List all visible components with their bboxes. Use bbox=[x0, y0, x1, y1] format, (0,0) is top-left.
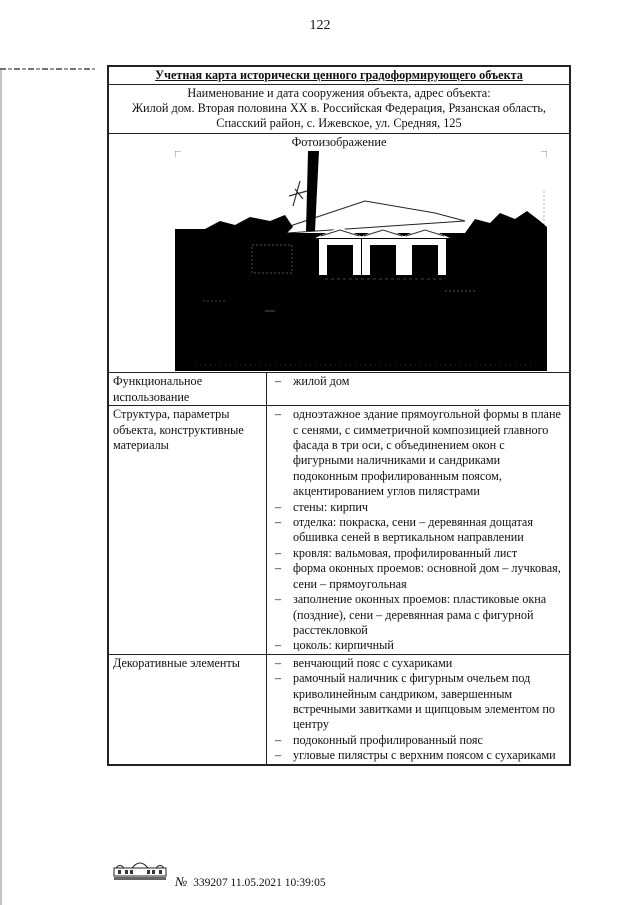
document-registration-stamp bbox=[175, 874, 326, 890]
list-item: – цоколь: кирпичный bbox=[275, 638, 566, 653]
object-header-line: Наименование и дата сооружения объекта, адрес объекта: bbox=[187, 86, 491, 101]
row-structure bbox=[109, 406, 570, 655]
row-label: Функциональное использование bbox=[109, 373, 267, 406]
scan-edge bbox=[0, 70, 2, 905]
doc-time: 10:39:05 bbox=[284, 877, 326, 889]
photo-label: Фотоизображение bbox=[291, 135, 387, 150]
row-content bbox=[267, 654, 570, 764]
row-label: Декоративные элементы bbox=[109, 654, 267, 764]
list-item: – подоконный профилированный пояс bbox=[275, 733, 566, 748]
list-item: – одноэтажное здание прямоугольной формы в плане с сенями, с симметричной композицией главного фасада в три оси, с объединением окон с фигурными наличниками и сандриками подоконным профилированным поясом, акцентированием углов пилястрами bbox=[275, 407, 566, 499]
row-functional-use bbox=[109, 373, 570, 406]
registration-card bbox=[107, 65, 571, 766]
number-mark: № bbox=[175, 874, 188, 889]
list-item: – рамочный наличник с фигурным очельем под криволинейным сандриком, завершенным встречными завитками и щипцовым элементом по центру bbox=[275, 671, 566, 733]
object-header-line: Спасский район, с. Ижевское, ул. Средняя, 125 bbox=[216, 116, 462, 131]
list-item: – угловые пилястры с верхним поясом с сухариками bbox=[275, 748, 566, 763]
object-header bbox=[109, 85, 570, 134]
card-table bbox=[108, 66, 570, 765]
house-photo-image bbox=[175, 151, 547, 371]
row-label: Структура, параметры объекта, конструктивные материалы bbox=[109, 406, 267, 655]
card-title: Учетная карта исторически ценного градоформирующего объекта bbox=[109, 67, 570, 85]
list-item: – жилой дом bbox=[275, 374, 566, 389]
list-item: – стены: кирпич bbox=[275, 500, 566, 515]
registry-stamp-icon bbox=[112, 858, 168, 882]
list-item: – заполнение оконных проемов: пластиковые окна (поздние), сени – деревянная рама с фигурной расстекловкой bbox=[275, 592, 566, 638]
building-photo bbox=[175, 151, 547, 371]
document-footer bbox=[112, 858, 412, 898]
scan-artifact-line bbox=[0, 68, 95, 70]
doc-number: 339207 bbox=[193, 877, 228, 889]
object-header-line: Жилой дом. Вторая половина XX в. Российская Федерация, Рязанская область, bbox=[131, 101, 547, 116]
row-decorative bbox=[109, 654, 570, 764]
doc-date: 11.05.2021 bbox=[230, 877, 282, 889]
list-item: – отделка: покраска, сени – деревянная дощатая обшивка сеней в вертикальном направлении bbox=[275, 515, 566, 546]
row-content bbox=[267, 406, 570, 655]
page-number: 122 bbox=[309, 18, 331, 33]
photo-cell bbox=[109, 134, 570, 373]
row-content bbox=[267, 373, 570, 406]
list-item: – форма оконных проемов: основной дом – лучковая, сени – прямоугольная bbox=[275, 561, 566, 592]
list-item: – венчающий пояс с сухариками bbox=[275, 656, 566, 671]
list-item: – кровля: вальмовая, профилированный лист bbox=[275, 546, 566, 561]
